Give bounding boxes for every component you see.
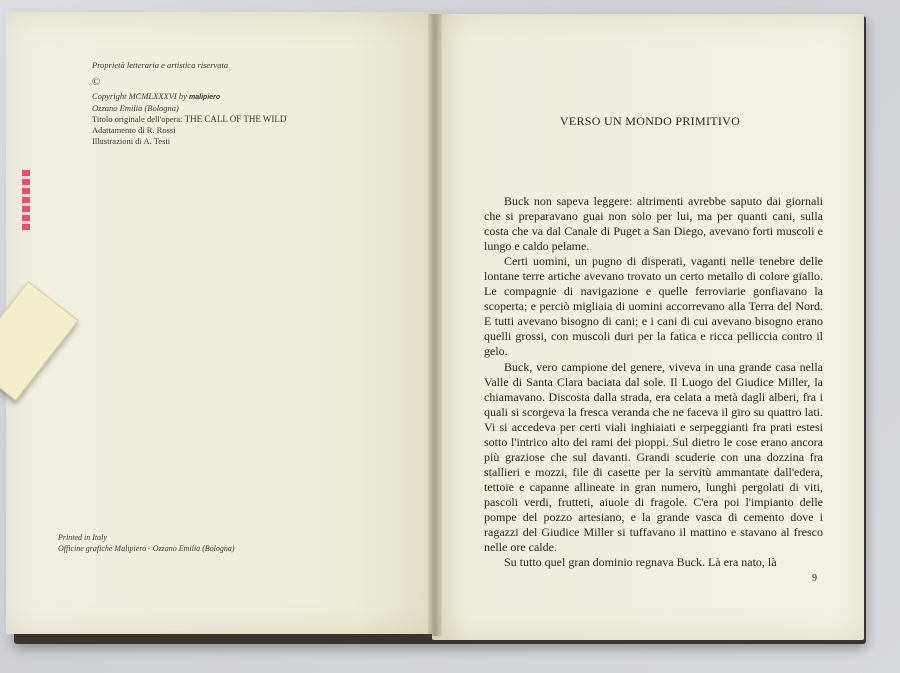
rights-notice: Proprietà letteraria e artistica riservata xyxy=(92,60,229,70)
copyright-line-row xyxy=(92,91,412,103)
publisher-logo: malipiero xyxy=(189,94,221,101)
original-title-row xyxy=(92,114,412,125)
chapter-title: VERSO UN MONDO PRIMITIVO xyxy=(559,114,741,128)
original-title: THE CALL OF THE WILD xyxy=(184,114,287,124)
printer-block xyxy=(58,532,358,554)
paragraph: Buck non sapeva leggere: altrimenti avrebbe saputo dai giornali che si preparavano guai non solo per lui, ma per quanti cani, sulla costa che va dal Canale di Puget a San Diego, avevano forti muscoli e lungo e caldo pelame. xyxy=(484,194,823,254)
paragraph: Certi uomini, un pugno di disperati, vaganti nelle tenebre delle lontane terre artiche avevano trovato un certo metallo di colore giallo. Le compagnie di navigazione e quelle ferroviarie gonfiavano la scoperta; e perciò migliaia di uomini accorrevano alla Terra del Nord. E tutti avevano bisogno di cani; e i cani di cui avevano bisogno erano quelli grossi, con muscoli duri per la fatica e ricca pelliccia contro il gelo. xyxy=(484,254,823,359)
book-gutter xyxy=(428,14,442,636)
chapter-body xyxy=(484,194,823,570)
copyright-block xyxy=(92,60,412,147)
adaptation-credit: Adattamento di R. Rossi xyxy=(92,125,176,135)
printed-in: Printed in Italy xyxy=(58,533,107,542)
cover-edge-stripe xyxy=(22,170,30,230)
publisher-location: Ozzano Emilia (Bologna) xyxy=(92,103,179,113)
paragraph: Buck, vero campione del genere, viveva in una grande casa nella Valle di Santa Clara baciata dal sole. Il Luogo del Giudice Miller, la chiamavano. Discosta dalla strada, era celata a metà dagli alberi, fra i quali si scorgeva la fresca veranda che ne faceva il giro su quattro lati. Vi si accedeva per certi viali inghiaiati e serpeggianti fra prati estesi sotto l'intrico alto dei rami dei pioppi. Sul dietro le cose erano ancora più graziose che sul davanti. Grandi scuderie con una dozzina fra stallieri e mozzi, file di casette per la servitù ammantate dall'edera, tettoie e capanne allineate in gran numero, lunghi pergolati di viti, pascoli verdi, frutteti, aiuole di fragole. C'era poi l'impianto delle pompe del pozzo artesiano, e la grande vasca di cemento dove i ragazzi del Giudice Miller si tuffavano il mattino e stavano al fresco nelle ore calde. xyxy=(484,359,823,555)
paragraph: Su tutto quel gran dominio regnava Buck. Là era nato, là xyxy=(504,555,777,570)
original-title-label: Titolo originale dell'opera: xyxy=(92,114,183,124)
copyright-line: Copyright MCMLXXXVI by xyxy=(92,91,187,101)
illustration-credit: Illustrazioni di A. Testi xyxy=(92,136,171,146)
copyright-symbol: © xyxy=(92,76,101,88)
page-number: 9 xyxy=(812,573,817,584)
printer-name: Officine grafiche Malipiero - Ozzano Emilia (Bologna) xyxy=(58,544,235,553)
